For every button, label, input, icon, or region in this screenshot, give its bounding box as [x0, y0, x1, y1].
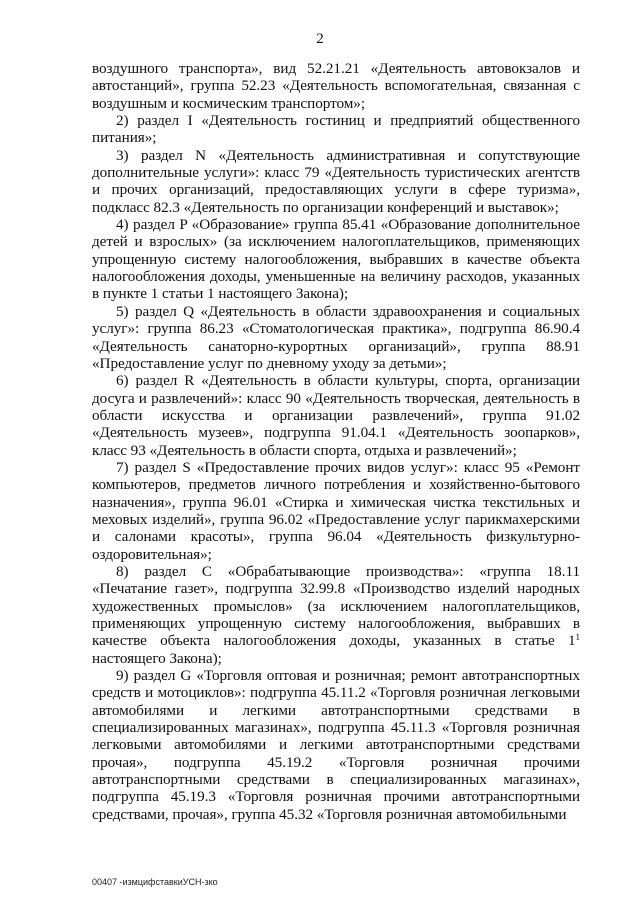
paragraph-item-8 — [92, 563, 580, 667]
paragraph-item-6: 6) раздел R «Деятельность в области культуры, спорта, организации досуга и развлечений»: класс 90 «Деятельность творческая, деятельность в области искусства и организации развлечений», группа 91.02 «Деятельность музеев», подгруппа 91.04.1 «Деятельность зоопарков», класс 93 «Деятельность в области спорта, отдыха и развлечений»; — [92, 372, 580, 459]
superscript-index: 1 — [575, 632, 580, 643]
document-footer-code: 00407 -измцифставкиУСН-зко — [92, 877, 218, 887]
paragraph-item-2: 2) раздел I «Деятельность гостиниц и предприятий общественного питания»; — [92, 112, 580, 147]
document-body — [92, 60, 580, 823]
paragraph-item-9: 9) раздел G «Торговля оптовая и розничная; ремонт автотранспортных средств и мотоциклов»: подгруппа 45.11.2 «Торговля розничная легковыми автомобилями и легкими автотранспортными средствами в специализированных магазинах», подгруппа 45.11.3 «Торговля розничная легковыми автомобилями и легкими автотранспортными средствами прочая», подгруппа 45.19.2 «Торговля розничная прочими автотранспортными средствами в специализированных магазинах», подгруппа 45.19.3 «Торговля розничная прочими автотранспортными средствами, прочая», группа 45.32 «Торговля розничная автомобильными — [92, 667, 580, 823]
paragraph-item-4: 4) раздел P «Образование» группа 85.41 «Образование дополнительное детей и взрослых» (за исключением налогоплательщиков, применяющих упрощенную систему налогообложения, выбравших в качестве объекта налогообложения доходы, уменьшенные на величину расходов, указанных в пункте 1 статьи 1 настоящего Закона); — [92, 216, 580, 303]
page-number: 2 — [316, 31, 324, 47]
paragraph-continuation: воздушного транспорта», вид 52.21.21 «Деятельность автовокзалов и автостанций», группа 52.23 «Деятельность вспомогательная, связанная с воздушным и космическим транспортом»; — [92, 60, 580, 112]
paragraph-item-3: 3) раздел N «Деятельность административная и сопутствующие дополнительные услуги»: класс 79 «Деятельность туристических агентств и прочих организаций, предоставляющих услуги в сфере туризма», подкласс 82.3 «Деятельность по организации конференций и выставок»; — [92, 146, 580, 216]
paragraph-item-7: 7) раздел S «Предоставление прочих видов услуг»: класс 95 «Ремонт компьютеров, предметов личного потребления и хозяйственно-бытового назначения», группа 96.01 «Стирка и химическая чистка текстильных и меховых изделий», группа 96.02 «Предоставление услуг парикмахерскими и салонами красоты», группа 96.04 «Деятельность физкультурно-оздоровительная»; — [92, 458, 580, 563]
paragraph-item-8-tail: настоящего Закона); — [92, 649, 222, 667]
paragraph-item-5: 5) раздел Q «Деятельность в области здравоохранения и социальных услуг»: группа 86.23 «Стоматологическая практика», подгруппа 86.90.4 «Деятельность санаторно-курортных организаций», группа 88.91 «Предоставление услуг по дневному уходу за детьми»; — [92, 302, 580, 372]
paragraph-item-8-text: 8) раздел C «Обрабатывающие производства»: «группа 18.11 «Печатание газет», подгруппа 32.99.8 «Производство изделий народных художественных промыслов» (за исключением налогоплательщиков, применяющих упрощенную систему налогообложения, выбравших в качестве объекта налогообложения доходы, указанных в статье 1 — [92, 562, 580, 650]
